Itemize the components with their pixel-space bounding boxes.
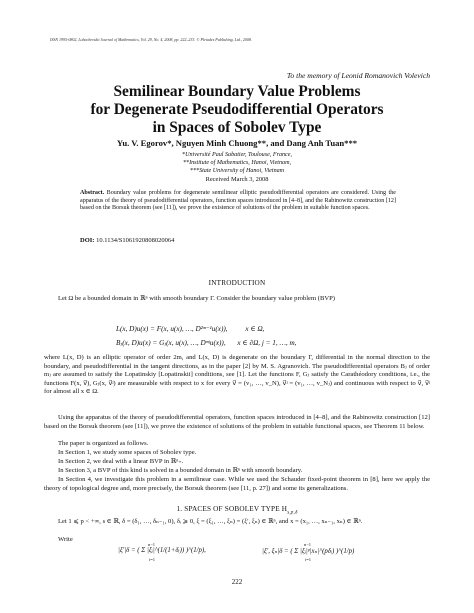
equation-1 (116, 324, 264, 333)
intro-paragraph-2: where L(x, D) is an elliptic operator of order 2m, and L(x, D) is degenerate on the boundary Γ, differential in the normal direction to the boundary, and pseudodifferential in the tangent directions, as in the paper [2] by M. S. Agranovich. The pseudodifferential operators Bⱼ of order mⱼ are assumed to satisfy the Lopatinskiy [Lopatinskii] conditions, see [1]. Let the functions F, Gⱼ satisfy the Carathéodory conditions, i.e., the functions F(x, v⃗), Gⱼ(x, v⃗ʲ) are measurable with respect to x for every v⃗ = (v₁, …, v_N), v⃗ʲ = (v₁, …, v_Nⱼ) and continuous with respect to v⃗, v⃗ʲ for almost all x ∈ Ω. (44, 354, 430, 395)
title-line-2: for Degenerate Pseudodifferential Operators (90, 101, 384, 118)
intro-paragraph-7: In Section 3, a BVP of this kind is solved in a bounded domain in ℝⁿ with smooth boundary. (58, 467, 303, 474)
intro-paragraph-1: Let Ω be a bounded domain in ℝⁿ with smooth boundary Γ. Consider the boundary value problem (BVP) (58, 295, 335, 302)
equation-3b-sum-bottom: i=1 (305, 557, 312, 562)
section-1-heading (0, 505, 474, 516)
intro-paragraph-4: The paper is organized as follows. (58, 440, 149, 447)
affiliations (0, 151, 474, 175)
doi-label: DOI: (80, 237, 95, 244)
equation-1-condition: x ∈ Ω, (245, 325, 265, 333)
equation-3a-sum-bottom: i=1 (149, 557, 156, 562)
intro-paragraph-6: In Section 2, we deal with a linear BVP in ℝⁿ₊. (58, 458, 184, 465)
intro-paragraph-8: In Section 4, we investigate this problem in a semilinear case. While we used the Schauder fixed-point theorem in [8], here we apply the theory of topological degree and, more precisely, the Borsuk theorem (see [11, p. 27]) and some its generalizations. (44, 476, 430, 492)
section-1-paragraph-1: Let 1 ⩽ p < +∞, s ∈ ℝ, δ = (δ₁, …, δₙ₋₁, 0), δᵢ ⩾ 0, ξ = (ξ₁, …, ξₙ) = (ξ′, ξₙ) ∈ ℝⁿ, and x = (x₁, …, xₙ₋₁, xₙ) ∈ ℝⁿ. (58, 518, 363, 525)
equation-3a: |ξ′|δ = ( Σ |ξᵢ|^(1/(1+δᵢ)) )^(1/p), (118, 547, 206, 554)
title-line-1: Semilinear Boundary Value Problems (113, 83, 361, 100)
doi (80, 237, 174, 244)
equation-1-lhs: L(x, D)u(x) = F(x, u(x), …, D²ᵐ⁻¹u(x)), (116, 325, 228, 333)
equation-3-second (262, 542, 355, 562)
dedication: To the memory of Leonid Romanovich Volevich (286, 71, 430, 80)
equation-2 (116, 338, 296, 347)
paper-title (0, 83, 474, 137)
intro-paragraph-5: In Section 1, we study some spaces of Sobolev type. (58, 449, 197, 456)
doi-value: 10.1134/S1061920808020064 (96, 237, 175, 244)
journal-header-line: ISSN 1995-0802, Lobachevskii Journal of Mathematics, Vol. 29, No. 4, 2008, pp. 222–233. © Pleiades Publishing, Ltd., 2008. (50, 37, 252, 42)
equation-3b: |ξ′, ξₙ|δ = ( Σ |ξᵢ|ᵖ|xₙ|^(pδᵢ) )^(1/p) (262, 548, 355, 555)
equation-2-lhs: Bⱼ(x, D)u(x) = Gⱼ(x, u(x), …, Dᵐʲu(x)), (116, 339, 226, 347)
affiliation-3: ***State University of Hanoi, Vietnam (189, 168, 285, 174)
received-date: Received March 3, 2008 (205, 176, 269, 183)
abstract (80, 190, 396, 213)
equation-3b-sum-top: n−1 (304, 542, 312, 547)
abstract-text: Boundary value problems for degenerate semilinear elliptic pseudodifferential operators are considered. Using the apparatus of the theory of pseudodifferential operators, function spaces introduced in [4–8], and the Rabinowitz construction [12] based on the Borsuk theorem (see [11]), we prove the existence of solutions of the problem in suitable function spaces. (80, 190, 396, 212)
equation-2-condition: x ∈ ∂Ω, j = 1, …, m, (237, 339, 297, 347)
affiliation-1: *Université Paul Sabatier, Toulouse, France, (182, 152, 292, 158)
abstract-label: Abstract. (80, 190, 105, 196)
equation-3a-sum-top: n−1 (148, 542, 156, 547)
intro-paragraph-3: Using the apparatus of the theory of pseudodifferential operators, function spaces introduced in [4–8], and the Rabinowitz construction [12] based on the Borsuk theorem (see [11]), we prove the existence of solutions of the problem in suitable functional spaces, see Theorem 11 below. (44, 414, 430, 430)
section-1-paragraph-2: Write (58, 536, 73, 543)
page-number: 222 (231, 578, 243, 586)
section-1-heading-text: 1. SPACES OF SOBOLEV TYPE H (176, 505, 288, 513)
section-1-heading-subscript: s,p,δ (287, 510, 298, 516)
title-line-3: in Spaces of Sobolev Type (152, 119, 322, 136)
authors: Yu. V. Egorov*, Nguyen Minh Chuong**, and Dang Anh Tuan*** (116, 138, 358, 148)
affiliation-2: **Institute of Mathematics, Hanoi, Vietnam, (182, 160, 292, 166)
intro-heading: INTRODUCTION (208, 279, 266, 287)
equation-3 (118, 542, 206, 562)
